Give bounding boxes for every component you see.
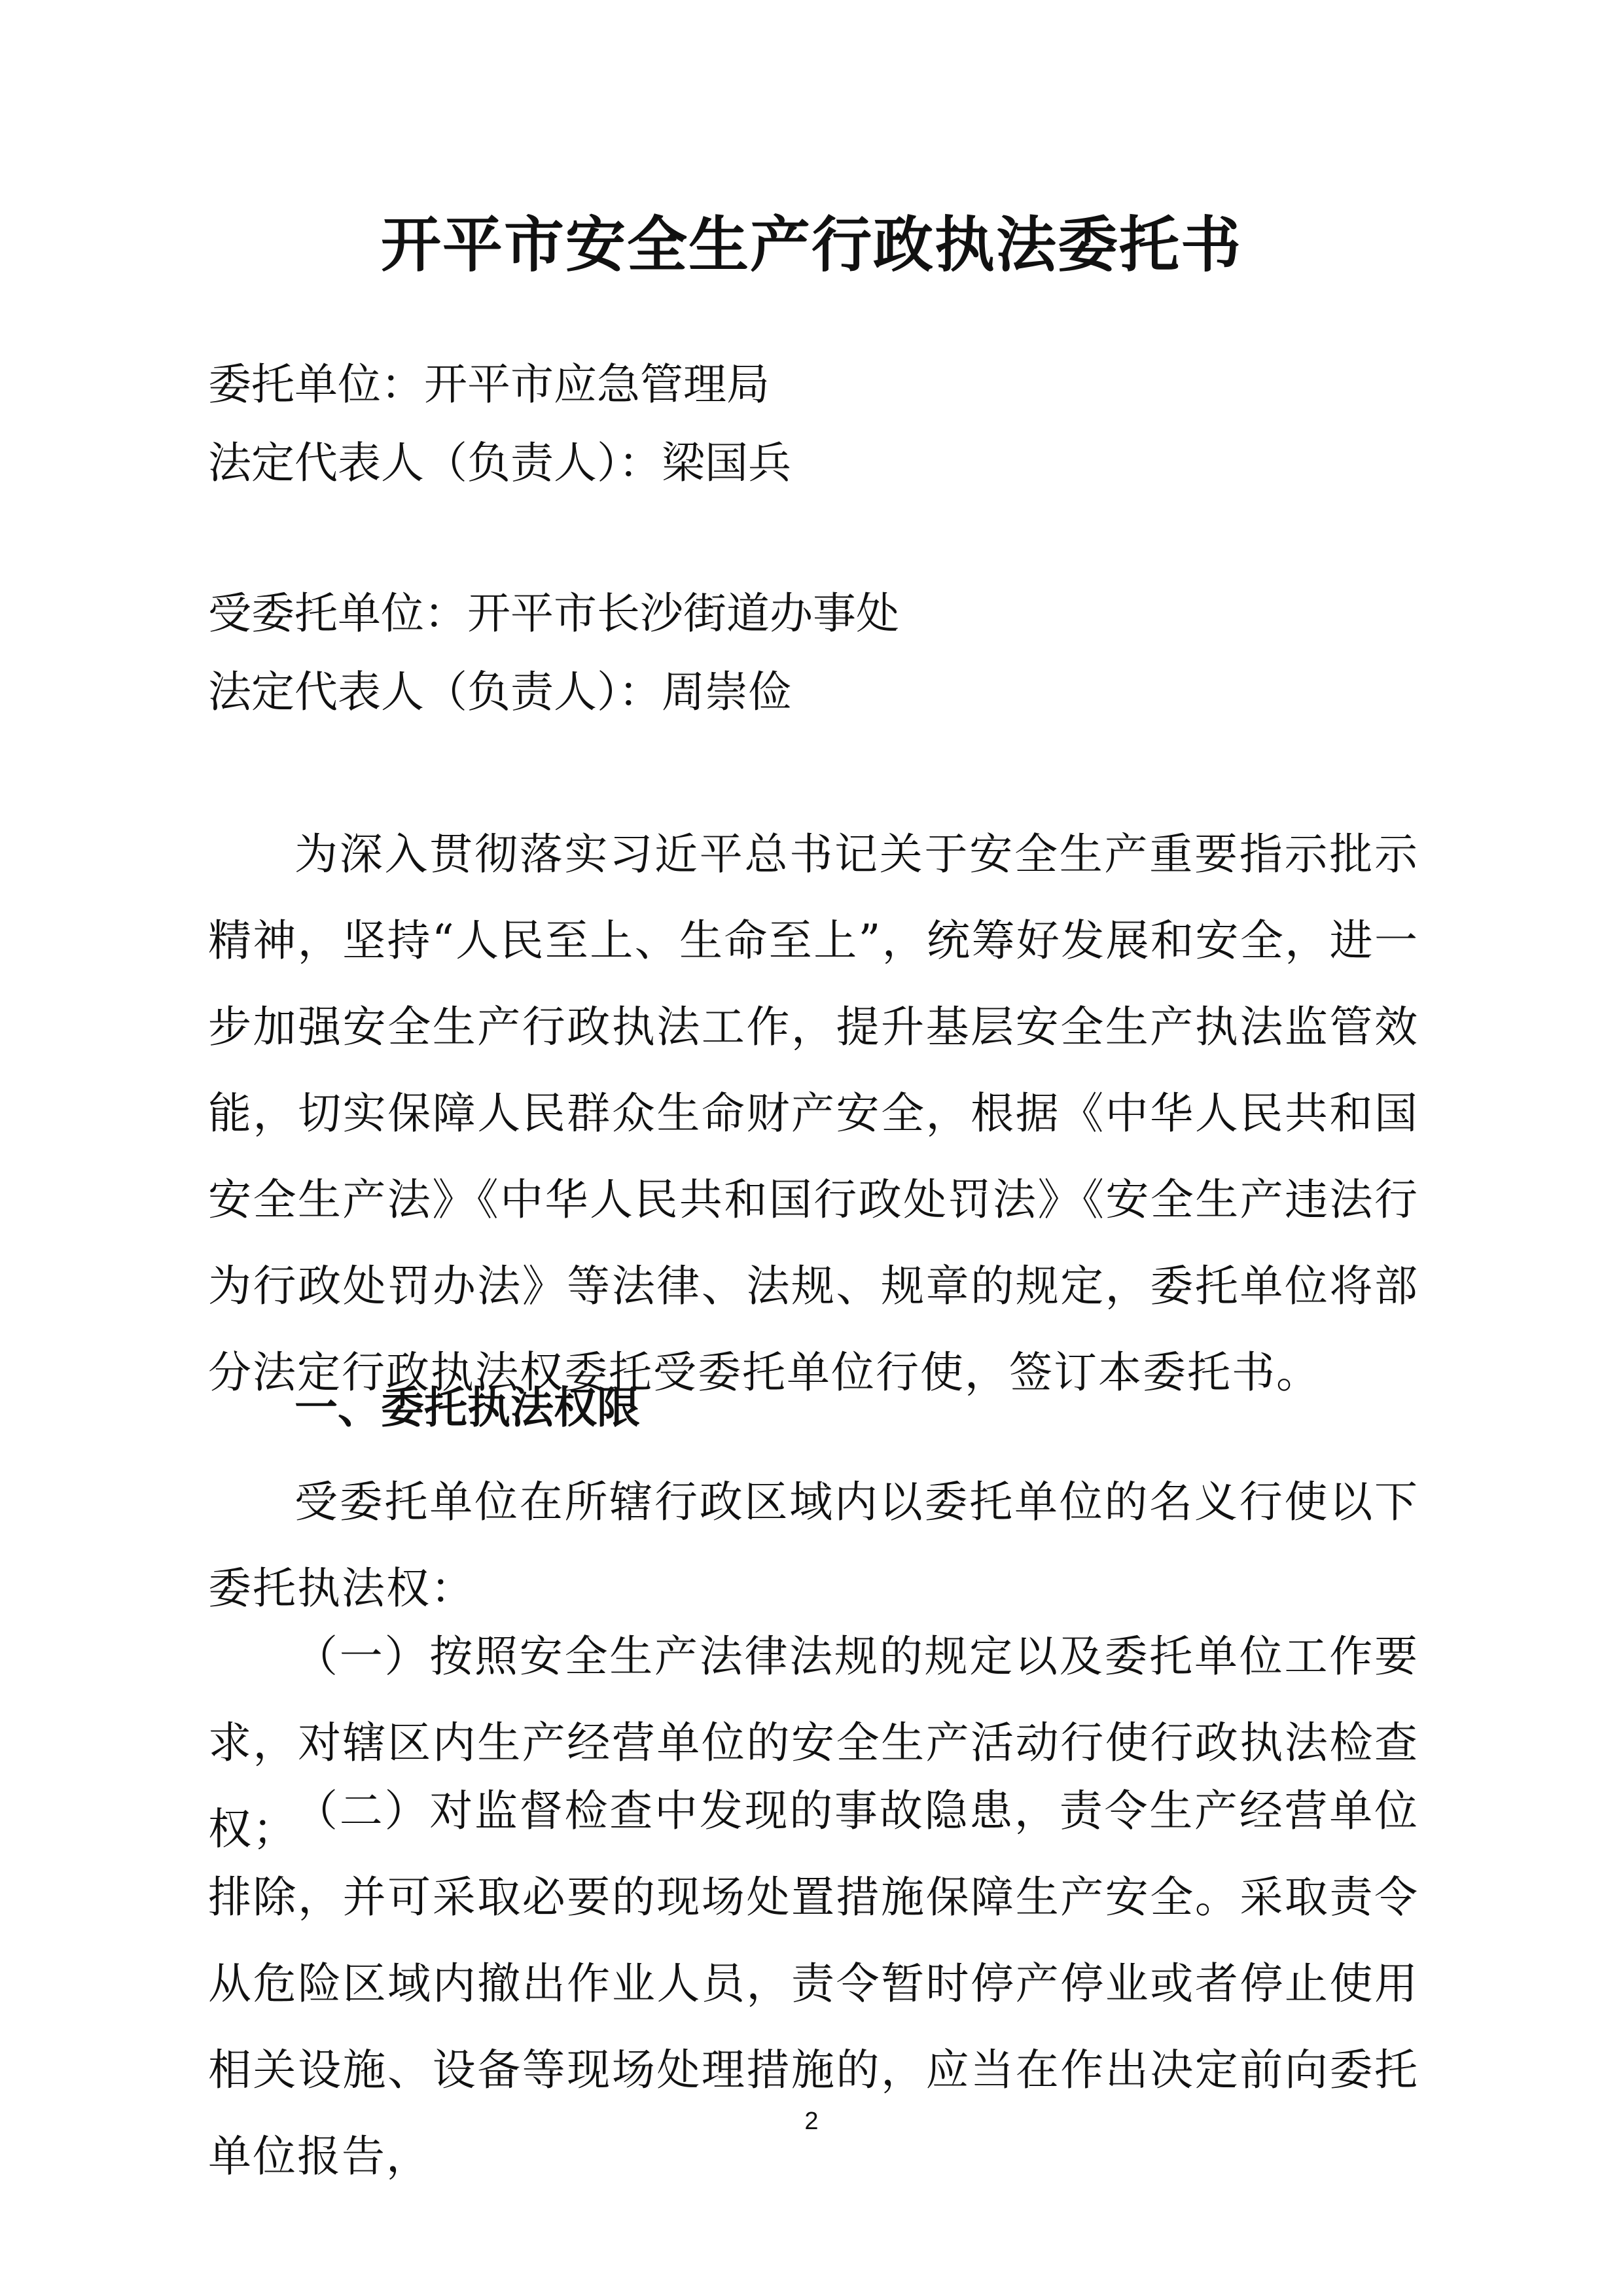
page-number: 2	[804, 2108, 819, 2135]
delegator-representative-line: 法定代表人（负责人）：梁国兵	[208, 438, 791, 488]
section-heading: 一、委托执法权限	[294, 1383, 640, 1433]
section-item-1: （一）按照安全生产法律法规的规定以及委托单位工作要求，对辖区内生产经营单位的安全生产活动行使行政执法检查权；	[208, 1631, 1419, 1854]
delegatee-line: 受委托单位：开平市长沙街道办事处	[208, 588, 899, 639]
delegator-line: 委托单位：开平市应急管理局	[208, 359, 770, 410]
section-item-2: （二）对监督检查中发现的事故隐患，责令生产经营单位排除，并可采取必要的现场处置措施保障生产安全。采取责令从危险区域内撤出作业人员，责令暂时停产停业或者停止使用相关设施、设备等现场处理措施的，应当在作出决定前向委托单位报告，	[208, 1786, 1419, 2181]
intro-paragraph: 为深入贯彻落实习近平总书记关于安全生产重要指示批示精神，坚持“人民至上、生命至上”，统筹好发展和安全，进一步加强安全生产行政执法工作，提升基层安全生产执法监管效能，切实保障人民群众生命财产安全，根据《中华人民共和国安全生产法》《中华人民共和国行政处罚法》《安全生产违法行为行政处罚办法》等法律、法规、规章的规定，委托单位将部分法定行政执法权委托受委托单位行使，签订本委托书。	[208, 829, 1419, 1398]
delegatee-representative-line: 法定代表人（负责人）：周崇俭	[208, 667, 791, 717]
document-title: 开平市安全生产行政执法委托书	[380, 210, 1242, 280]
section-lead-paragraph: 受委托单位在所辖行政区域内以委托单位的名义行使以下委托执法权：	[208, 1477, 1419, 1614]
